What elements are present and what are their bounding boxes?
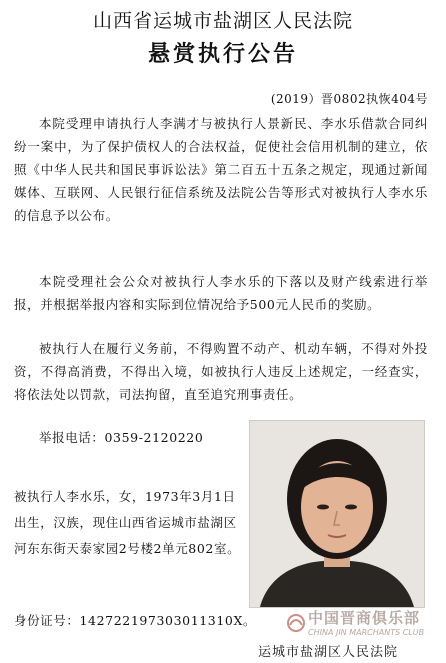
id-number: 身份证号：142722197303011310X。 xyxy=(14,613,257,628)
paragraph-notice: 本院受理申请执行人李满才与被执行人景新民、李水乐借款合同纠纷一案中，为了保护债权人的合法权益，促使社会信用机制的建立，依照《中华人民共和国民事诉讼法》第二百五十五条之规定，现通过新闻媒体、互联网、人民银行征信系统及法院公告等形式对被执行人李水乐的信息予以公布。 xyxy=(14,116,428,223)
watermark-text: 中国晋商俱乐部 xyxy=(308,609,421,627)
paragraph-restrictions: 被执行人在履行义务前，不得购置不动产、机动车辆，不得对外投资，不得高消费，不得出入境，如被执行人违反上述规定，一经查实，将依法处以罚款，司法拘留，直至追究刑事责任。 xyxy=(14,341,428,402)
person-info: 被执行人李水乐，女，1973年3月1日出生，汉族，现住山西省运城市盐湖区河东东街天泰家园2号楼2单元802室。 xyxy=(14,489,241,556)
document-title: 悬赏执行公告 xyxy=(147,41,298,67)
paragraph-reward: 本院受理社会公众对被执行人李水乐的下落以及财产线索进行举报，并根据举报内容和实际到位情况给予500元人民币的奖励。 xyxy=(14,274,428,312)
watermark-english: CHINA JIN MARCHANTS CLUB xyxy=(308,628,425,637)
person-photo xyxy=(249,420,425,608)
report-phone: 举报电话：0359-2120220 xyxy=(39,430,204,445)
case-number: (2019）晋0802执恢404号 xyxy=(270,92,428,106)
court-name: 山西省运城市盐湖区人民法院 xyxy=(92,10,353,32)
footer-court-signature: 运城市盐湖区人民法院 xyxy=(258,645,399,660)
club-logo-icon xyxy=(286,611,306,635)
